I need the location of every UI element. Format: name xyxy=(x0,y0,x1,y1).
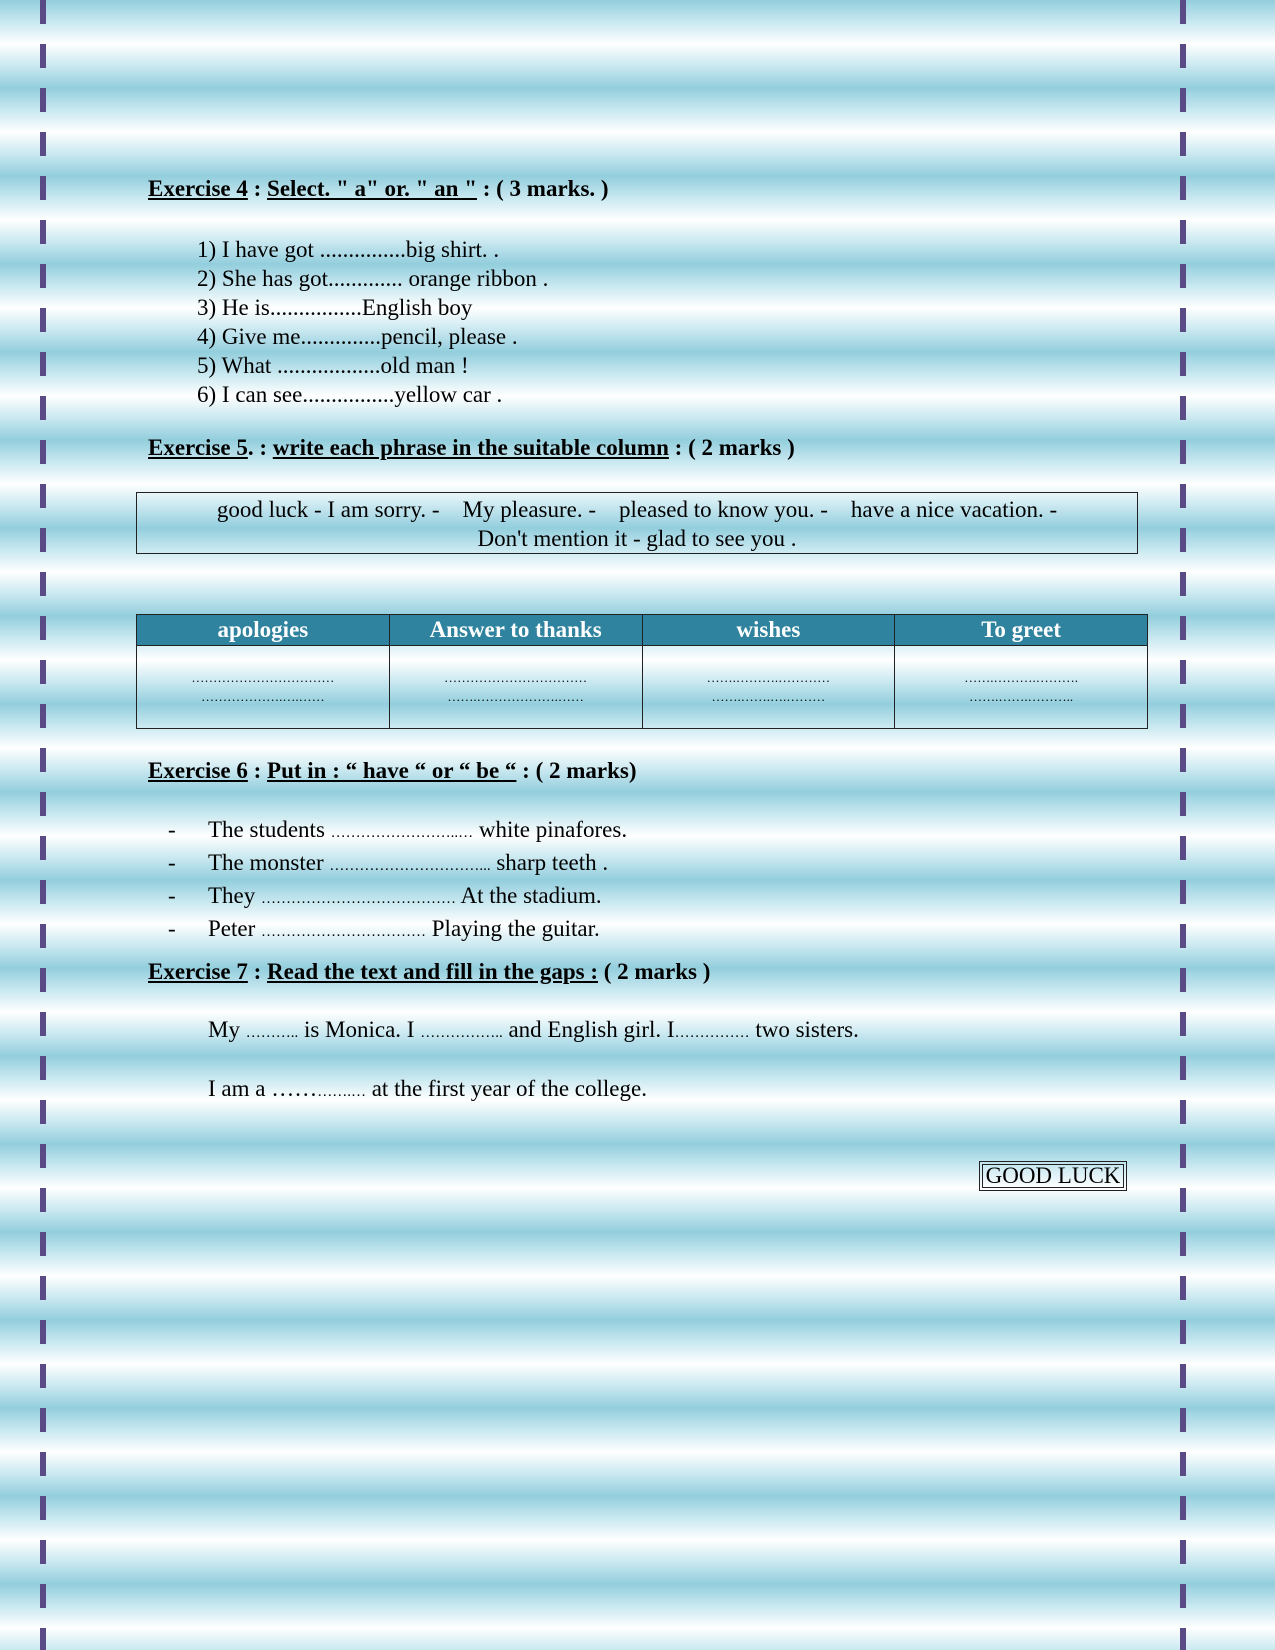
text-segment: and English girl. I xyxy=(502,1017,675,1042)
phrase-box xyxy=(136,492,1138,554)
list-item: 6) I can see................yellow car . xyxy=(197,382,503,407)
exercise-7-heading: Exercise 7 : Read the text and fill in the gaps : ( 2 marks ) xyxy=(148,959,711,984)
dotted-line: …….……….………… xyxy=(706,670,831,685)
left-dashed-border xyxy=(40,0,46,1650)
sentence-start: The students xyxy=(208,817,331,842)
sentence-start: The monster xyxy=(208,850,330,875)
exercise-7-instruction: Read the text and fill in the gaps : xyxy=(267,959,598,984)
list-item: - The students ……………………..… white pinafores. xyxy=(168,817,628,842)
list-item: - Peter …………………………… Playing the guitar. xyxy=(168,916,600,941)
dotted-line: …….…….….……… xyxy=(711,689,826,704)
table-row xyxy=(137,646,1148,729)
column-header-wishes: wishes xyxy=(642,615,895,646)
table-header-row xyxy=(137,615,1148,646)
blank-gap[interactable]: ……….. xyxy=(245,1025,299,1041)
dotted-line: …………………………… xyxy=(191,670,335,685)
exercise-5-instruction: write each phrase in the suitable column xyxy=(272,435,669,460)
blank-gap[interactable]: ……………………..… xyxy=(330,825,474,841)
text-segment: two sisters. xyxy=(749,1017,859,1042)
exercise-4-label: Exercise 4 xyxy=(148,176,248,201)
right-dashed-border xyxy=(1180,0,1186,1650)
exercise-7-marks: ( 2 marks ) xyxy=(597,959,711,984)
sentence-end: Playing the guitar. xyxy=(426,916,600,941)
exercise-4-instruction: Select. " a" or. " an " xyxy=(267,176,477,201)
sentence-end: white pinafores. xyxy=(473,817,628,842)
dotted-line: …….…….……….. xyxy=(969,689,1074,704)
exercise-6-label: Exercise 6 xyxy=(148,758,248,783)
blank-gap[interactable]: …………….. xyxy=(420,1025,503,1041)
column-header-apologies: apologies xyxy=(137,615,390,646)
answer-cell-wishes[interactable] xyxy=(642,646,895,729)
exercise-5-marks: ( 2 marks ) xyxy=(682,435,795,460)
sentence-start: They xyxy=(208,883,262,908)
list-item: 4) Give me..............pencil, please . xyxy=(197,324,518,349)
exercise-7-line-2 xyxy=(208,1076,647,1102)
text-segment: My xyxy=(208,1017,246,1042)
dotted-line: …….……….………. xyxy=(964,670,1078,685)
blank-gap[interactable]: …….… xyxy=(317,1084,366,1100)
exercise-6-marks: ( 2 marks) xyxy=(529,758,637,783)
column-table xyxy=(136,614,1148,729)
answer-cell-apologies[interactable] xyxy=(137,646,390,729)
exercise-6-instruction: Put in : “ have “ or “ be “ xyxy=(267,758,517,783)
phrase-line-2: Don't mention it - glad to see you . xyxy=(477,526,797,551)
text-segment: at the first year of the college. xyxy=(365,1076,647,1101)
answer-cell-to-greet[interactable] xyxy=(895,646,1148,729)
good-luck-box: GOOD LUCK xyxy=(979,1161,1127,1191)
exercise-7-label: Exercise 7 xyxy=(148,959,248,984)
exercise-6-list xyxy=(168,815,627,947)
sentence-end: At the stadium. xyxy=(456,883,602,908)
list-item: 1) I have got ...............big shirt. . xyxy=(197,237,500,262)
blank-gap[interactable]: ………………………………… xyxy=(261,891,457,907)
dotted-line: …………………………… xyxy=(444,670,588,685)
phrase-line-1: good luck - I am sorry. - My pleasure. - pleased to know you. - have a nice vacation. - xyxy=(216,497,1058,522)
list-item: 2) She has got............. orange ribbon . xyxy=(197,266,549,291)
exercise-5-heading: Exercise 5. : write each phrase in the suitable column : ( 2 marks ) xyxy=(148,435,795,460)
list-item: 3) He is................English boy xyxy=(197,295,473,320)
exercise-6-heading: Exercise 6 : Put in : “ have “ or “ be “ : ( 2 marks) xyxy=(148,758,637,783)
answer-cell-answer-to-thanks[interactable] xyxy=(389,646,642,729)
blank-gap[interactable]: …………………………... xyxy=(329,858,491,874)
blank-gap[interactable]: …………… xyxy=(674,1025,750,1041)
text-segment: I am a …… xyxy=(208,1076,318,1101)
sentence-end: sharp teeth . xyxy=(490,850,609,875)
exercise-4-heading: Exercise 4 : Select. " a" or. " an " : ( 3 marks. ) xyxy=(148,176,609,201)
column-header-answer-to-thanks: Answer to thanks xyxy=(389,615,642,646)
list-item: 5) What ..................old man ! xyxy=(197,353,469,378)
list-item: - The monster …………………………... sharp teeth . xyxy=(168,850,609,875)
exercise-7-line-1 xyxy=(208,1017,859,1043)
column-header-to-greet: To greet xyxy=(895,615,1148,646)
exercise-5-label: Exercise 5 xyxy=(148,435,248,460)
text-segment: is Monica. I xyxy=(298,1017,421,1042)
exercise-4-list xyxy=(197,235,548,409)
exercise-4-marks: ( 3 marks. ) xyxy=(490,176,609,201)
blank-gap[interactable]: …………………………… xyxy=(261,924,427,940)
sentence-start: Peter xyxy=(208,916,262,941)
list-item: - They ………………………………… At the stadium. xyxy=(168,883,602,908)
dotted-line: ……………….….…… xyxy=(201,689,325,704)
dotted-line: …….……………….…… xyxy=(447,689,584,704)
